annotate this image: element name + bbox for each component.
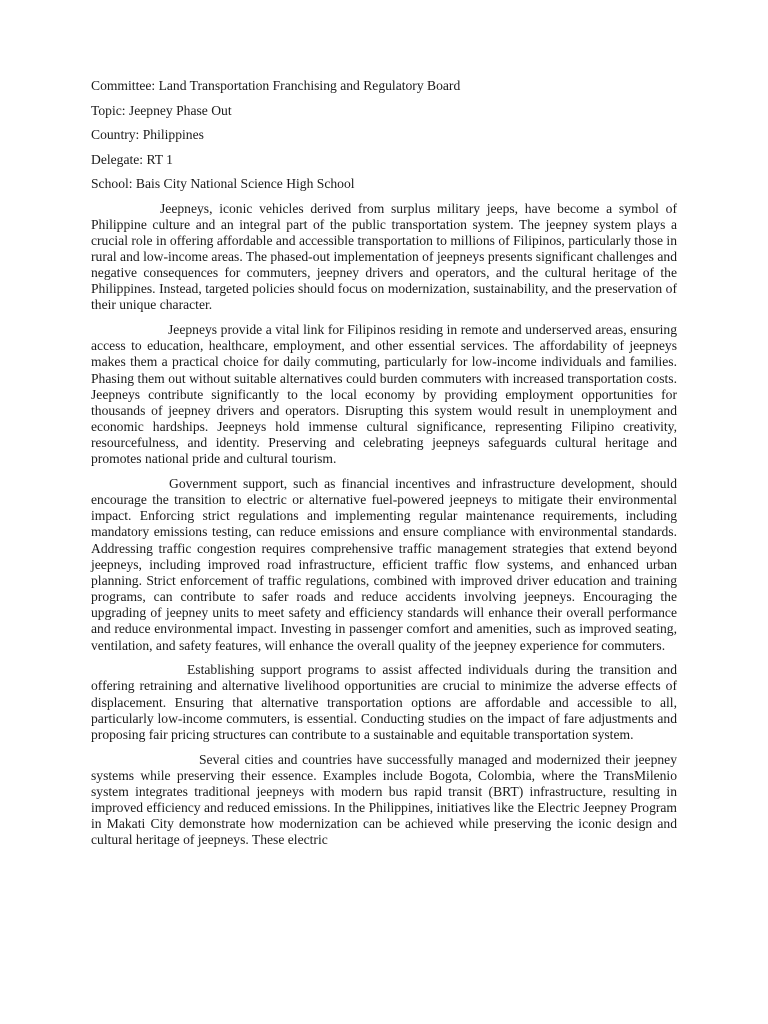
committee-line: Committee: Land Transportation Franchising and Regulatory Board [91,78,461,93]
paragraph-case-studies: Several cities and countries have successfully managed and modernized their jeepney systems while preserving their essence. Examples include Bogota, Colombia, where the TransMilenio system integrates traditional jeepneys with modern bus rapid transit (BRT) infrastructure, resulting in improved efficiency and reduced emissions. In the Philippines, initiatives like the Electric Jeepney Program in Makati City demonstrate how modernization can be achieved while preserving the iconic design and cultural heritage of jeepneys. These electric [91,751,678,848]
school-line: School: Bais City National Science High School [91,176,355,191]
paragraph-access-and-economy: Jeepneys provide a vital link for Filipinos residing in remote and underserved areas, ensuring access to education, healthcare, employment, and other essential services. The affordability of jeepneys makes them a practical choice for daily commuting, particularly for low-income individuals and families. Phasing them out without suitable alternatives could burden commuters with increased transportation costs. Jeepneys contribute significantly to the local economy by providing employment opportunities for thousands of jeepney drivers and operators. Disrupting this system would result in unemployment and economic hardships. Jeepneys hold immense cultural significance, representing Filipino creativity, resourcefulness, and identity. Preserving and celebrating jeepneys safeguards cultural heritage and promotes national pride and cultural tourism. [91,322,677,467]
topic-line: Topic: Jeepney Phase Out [91,102,232,118]
paragraph-support-programs: Establishing support programs to assist affected individuals during the transition and offering retraining and alternative livelihood opportunities are crucial to minimize the adverse effects of displacement. Ensuring that alternative transportation options are affordable and accessible to all, particularly low-income commuters, is essential. Conducting studies on the impact of fare adjustments and proposing fair pricing structures can contribute to a sustainable and equitable transportation system. [91,662,677,742]
paragraph-government-support: Government support, such as financial incentives and infrastructure development, should encourage the transition to electric or alternative fuel-powered jeepneys to mitigate their environmental impact. Enforcing strict regulations and implementing regular maintenance requirements, including mandatory emissions testing, can reduce emissions and ensure compliance with environmental standards. Addressing traffic congestion requires comprehensive traffic management strategies that extend beyond jeepneys, including improved road infrastructure, efficient traffic flow systems, and enhanced urban planning. Strict enforcement of traffic regulations, combined with improved driver education and training programs, can contribute to safer roads and reduce accidents involving jeepneys. Encouraging the upgrading of jeepney units to meet safety and efficiency standards will enhance their overall performance and reduce environmental impact. Investing in passenger comfort and amenities, such as improved seating, ventilation, and safety features, will enhance the overall quality of the jeepney experience for commuters. [91,476,677,653]
delegate-line: Delegate: RT 1 [91,151,173,167]
paragraph-introduction: Jeepneys, iconic vehicles derived from surplus military jeeps, have become a symbol of Philippine culture and an integral part of the public transportation system. The jeepney system plays a crucial role in offering affordable and accessible transportation to millions of Filipinos, particularly those in rural and low-income areas. The phased-out implementation of jeepneys presents significant challenges and negative consequences for commuters, jeepney drivers and operators, and the cultural heritage of the Philippines. Instead, targeted policies should focus on modernization, sustainability, and the preservation of their unique character. [91,200,677,313]
country-line: Country: Philippines [91,127,204,142]
document-page [91,78,677,857]
